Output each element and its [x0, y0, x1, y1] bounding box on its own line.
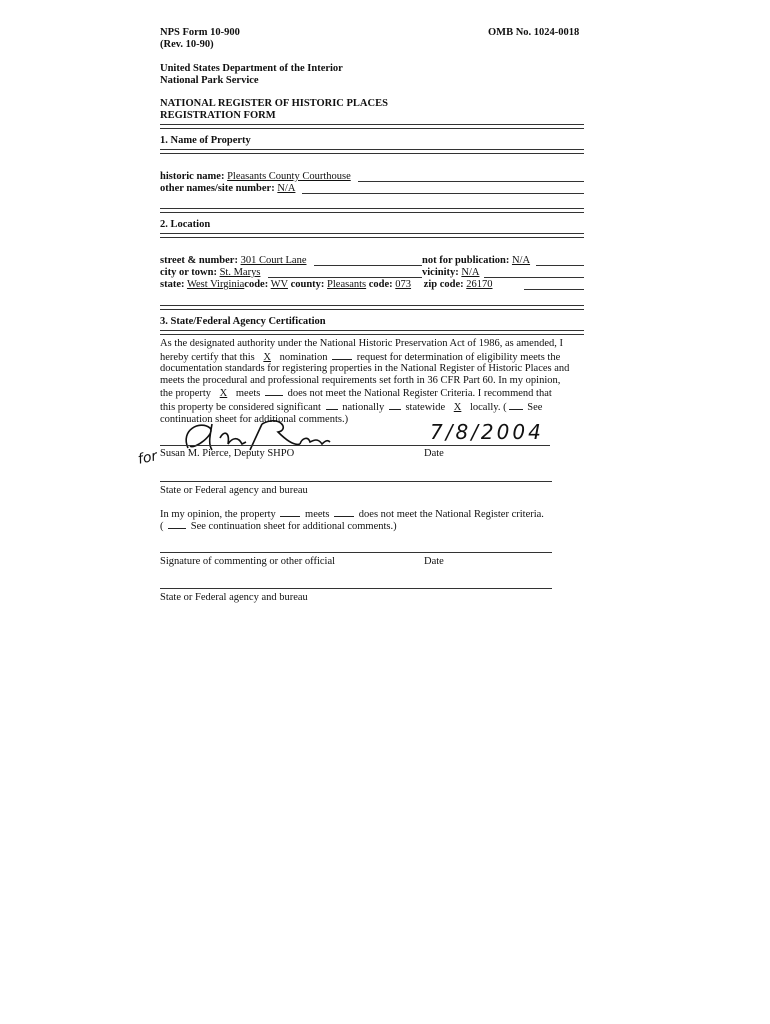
- section-divider: [160, 305, 584, 310]
- date-label: Date: [424, 448, 444, 459]
- opinion-does-not-meet-checkbox: [334, 507, 354, 517]
- fill-line: [536, 265, 584, 266]
- state-value: West Virginia: [186, 279, 245, 290]
- nomination-checkbox: X: [263, 351, 271, 363]
- service-name: National Park Service: [160, 75, 259, 86]
- agency-line: [160, 481, 552, 482]
- signer-name: Susan M. Pierce, Deputy SHPO: [160, 448, 295, 459]
- opinion-line-2: [160, 519, 397, 533]
- city-value: St. Marys: [219, 267, 261, 278]
- statewide-checkbox: [389, 400, 401, 410]
- cert-text: hereby certify that this: [160, 351, 255, 363]
- other-names-row: [160, 183, 295, 195]
- date-line: [420, 445, 550, 446]
- county-value: Pleasants: [327, 279, 367, 290]
- agency-label-2: State or Federal agency and bureau: [160, 592, 308, 603]
- county-code-label: code:: [368, 279, 393, 290]
- other-names-value: N/A: [277, 183, 296, 194]
- vicinity-label: vicinity:: [422, 267, 459, 278]
- section1-heading: 1. Name of Property: [160, 135, 251, 146]
- not-for-publication-row: [422, 255, 530, 267]
- section-divider: [160, 330, 584, 335]
- nationally-checkbox: [326, 400, 338, 410]
- cert-text: nationally: [342, 401, 385, 413]
- cert-text: locally. (: [469, 401, 507, 413]
- opinion-text: See continuation sheet for additional comments.): [190, 521, 397, 532]
- handwritten-date: 7/8/2004: [430, 420, 544, 444]
- commenting-label: Signature of commenting or other official: [160, 556, 336, 567]
- state-row: [160, 279, 493, 291]
- cert-text: statewide: [405, 401, 446, 413]
- fill-line: [358, 181, 584, 182]
- locally-checkbox: X: [453, 401, 462, 413]
- signature-line: [160, 445, 420, 446]
- cert-text: request for determination of eligibility meets the: [356, 351, 561, 363]
- cert-line-2: [160, 350, 590, 364]
- cert-text: this property be considered significant: [160, 401, 321, 413]
- commenting-signature-line: [160, 552, 420, 553]
- does-not-meet-checkbox: [265, 386, 283, 396]
- state-code-value: WV: [270, 279, 288, 290]
- opinion-meets-checkbox: [280, 507, 300, 517]
- section-divider: [160, 149, 584, 154]
- form-title-line2: REGISTRATION FORM: [160, 110, 276, 121]
- county-code-value: 073: [395, 279, 412, 290]
- city-label: city or town:: [160, 267, 217, 278]
- fill-line: [268, 277, 422, 278]
- form-number: NPS Form 10-900: [160, 27, 240, 38]
- vicinity-value: N/A: [461, 267, 480, 278]
- cert-line-7: continuation sheet for additional comments.): [160, 413, 349, 425]
- city-row: [160, 267, 260, 279]
- section-divider: [160, 208, 584, 213]
- opinion-continuation-checkbox: [168, 519, 186, 529]
- agency-label: State or Federal agency and bureau: [160, 485, 308, 496]
- opinion-text: In my opinion, the property: [160, 509, 276, 520]
- cert-line-3: documentation standards for registering properties in the National Register of Historic Places and: [160, 363, 570, 375]
- cert-text: the property: [160, 388, 212, 400]
- form-title-line1: NATIONAL REGISTER OF HISTORIC PLACES: [160, 98, 388, 109]
- historic-name-label: historic name:: [160, 171, 225, 182]
- opinion-text: meets: [305, 509, 330, 520]
- state-label: state:: [160, 279, 185, 290]
- cert-line-1: As the designated authority under the National Historic Preservation Act of 1986, as amended, I: [160, 338, 563, 349]
- fill-line: [302, 193, 584, 194]
- agency-line-2: [160, 588, 552, 589]
- section-divider: [160, 124, 584, 129]
- cert-line-4: meets the procedural and professional requirements set forth in 36 CFR Part 60. In my opinion,: [160, 374, 561, 386]
- zip-label: zip code:: [423, 279, 464, 290]
- cert-text: nomination: [279, 351, 328, 363]
- request-checkbox: [332, 350, 352, 360]
- section-divider: [160, 233, 584, 238]
- opinion-text: (: [160, 521, 164, 532]
- department-name: United States Department of the Interior: [160, 63, 343, 74]
- other-names-label: other names/site number:: [160, 183, 275, 194]
- fill-line: [524, 289, 584, 290]
- county-label: county:: [290, 279, 325, 290]
- signature-prefix: for: [136, 448, 159, 468]
- form-revision: (Rev. 10-90): [160, 39, 214, 50]
- historic-name-value: Pleasants County Courthouse: [227, 171, 351, 182]
- cert-text: does not meet the National Register Criteria. I recommend that: [287, 388, 552, 400]
- nfp-value: N/A: [511, 255, 531, 266]
- cert-text: See: [527, 401, 543, 413]
- section3-heading: 3. State/Federal Agency Certification: [160, 316, 326, 327]
- opinion-text: does not meet the National Register criteria.: [358, 509, 544, 520]
- fill-line: [484, 277, 584, 278]
- historic-name-row: [160, 171, 351, 183]
- state-code-label: code:: [244, 279, 269, 290]
- meets-checkbox: X: [219, 388, 228, 400]
- cert-text: meets: [235, 388, 261, 400]
- section2-heading: 2. Location: [160, 219, 211, 230]
- street-row: [160, 255, 306, 267]
- commenting-date-label: Date: [424, 556, 444, 567]
- street-label: street & number:: [160, 255, 238, 266]
- street-value: 301 Court Lane: [240, 255, 307, 266]
- vicinity-row: [422, 267, 479, 279]
- omb-number: OMB No. 1024-0018: [488, 27, 580, 38]
- zip-value: 26170: [466, 279, 493, 290]
- commenting-date-line: [420, 552, 552, 553]
- see-continuation-checkbox: [509, 400, 523, 410]
- nfp-label: not for publication:: [422, 255, 510, 266]
- fill-line: [314, 265, 422, 266]
- cert-line-5: [160, 386, 590, 400]
